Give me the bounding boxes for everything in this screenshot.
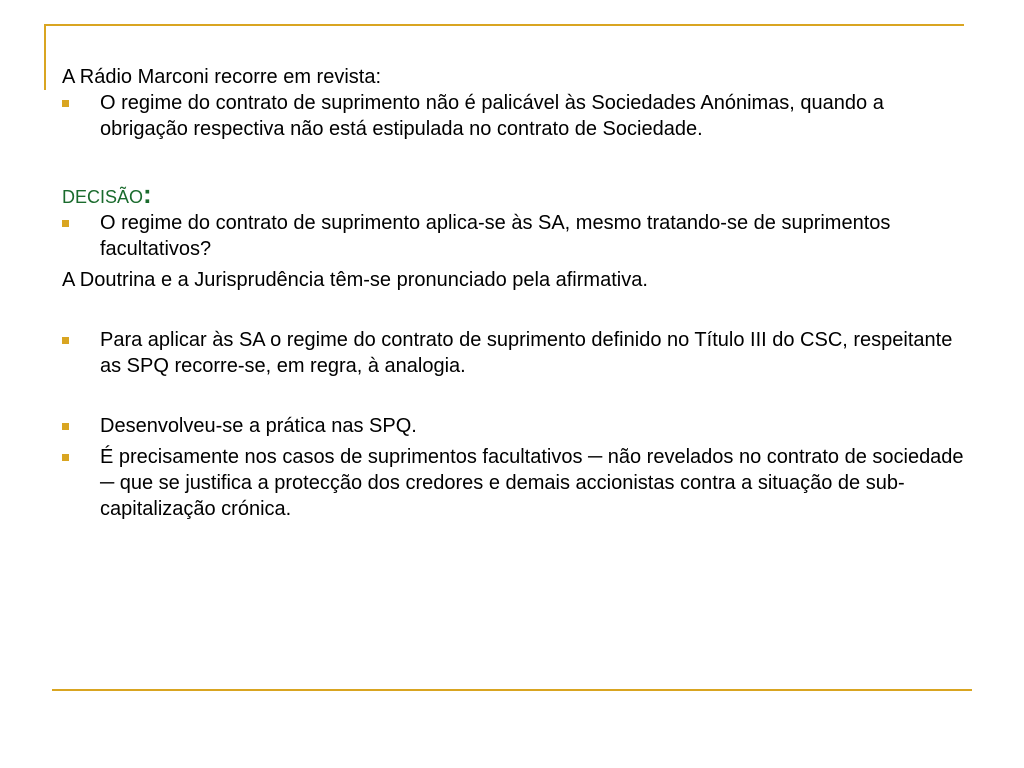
slide-content <box>62 64 972 522</box>
bullet-text: É precisamente nos casos de suprimentos facultativos ─ não revelados no contrato de sociedade ─ que se justifica a protecção dos credores e demais accionistas contra a situação de sub-capitalização crónica. <box>100 446 964 520</box>
decision-heading-colon: : <box>143 179 152 209</box>
frame-bottom-line <box>52 689 972 691</box>
bullet-item <box>62 444 972 522</box>
bullet-item <box>62 210 972 262</box>
bullet-item <box>62 90 972 142</box>
decision-heading-label: DECISÃO <box>62 187 144 207</box>
square-bullet-icon <box>62 423 69 430</box>
bullet-item <box>62 327 972 379</box>
square-bullet-icon <box>62 220 69 227</box>
decision-heading <box>62 181 972 210</box>
bullet-text: O regime do contrato de suprimento não é palicável às Sociedades Anónimas, quando a obrigação respectiva não está estipulada no contrato de Sociedade. <box>100 92 884 140</box>
bullet-text: Para aplicar às SA o regime do contrato de suprimento definido no Título III do CSC, respeitante as SPQ recorre-se, em regra, à analogia. <box>100 329 953 377</box>
bullet-text: Desenvolveu-se a prática nas SPQ. <box>100 415 417 437</box>
doctrine-text: A Doutrina e a Jurisprudência têm-se pronunciado pela afirmativa. <box>62 269 648 291</box>
bullet-text: O regime do contrato de suprimento aplica-se às SA, mesmo tratando-se de suprimentos facultativos? <box>100 212 891 260</box>
square-bullet-icon <box>62 100 69 107</box>
bullet-item <box>62 413 972 439</box>
square-bullet-icon <box>62 337 69 344</box>
intro-text: A Rádio Marconi recorre em revista: <box>62 66 382 88</box>
frame-top-line <box>44 24 964 26</box>
square-bullet-icon <box>62 454 69 461</box>
frame-left-line <box>44 24 46 90</box>
